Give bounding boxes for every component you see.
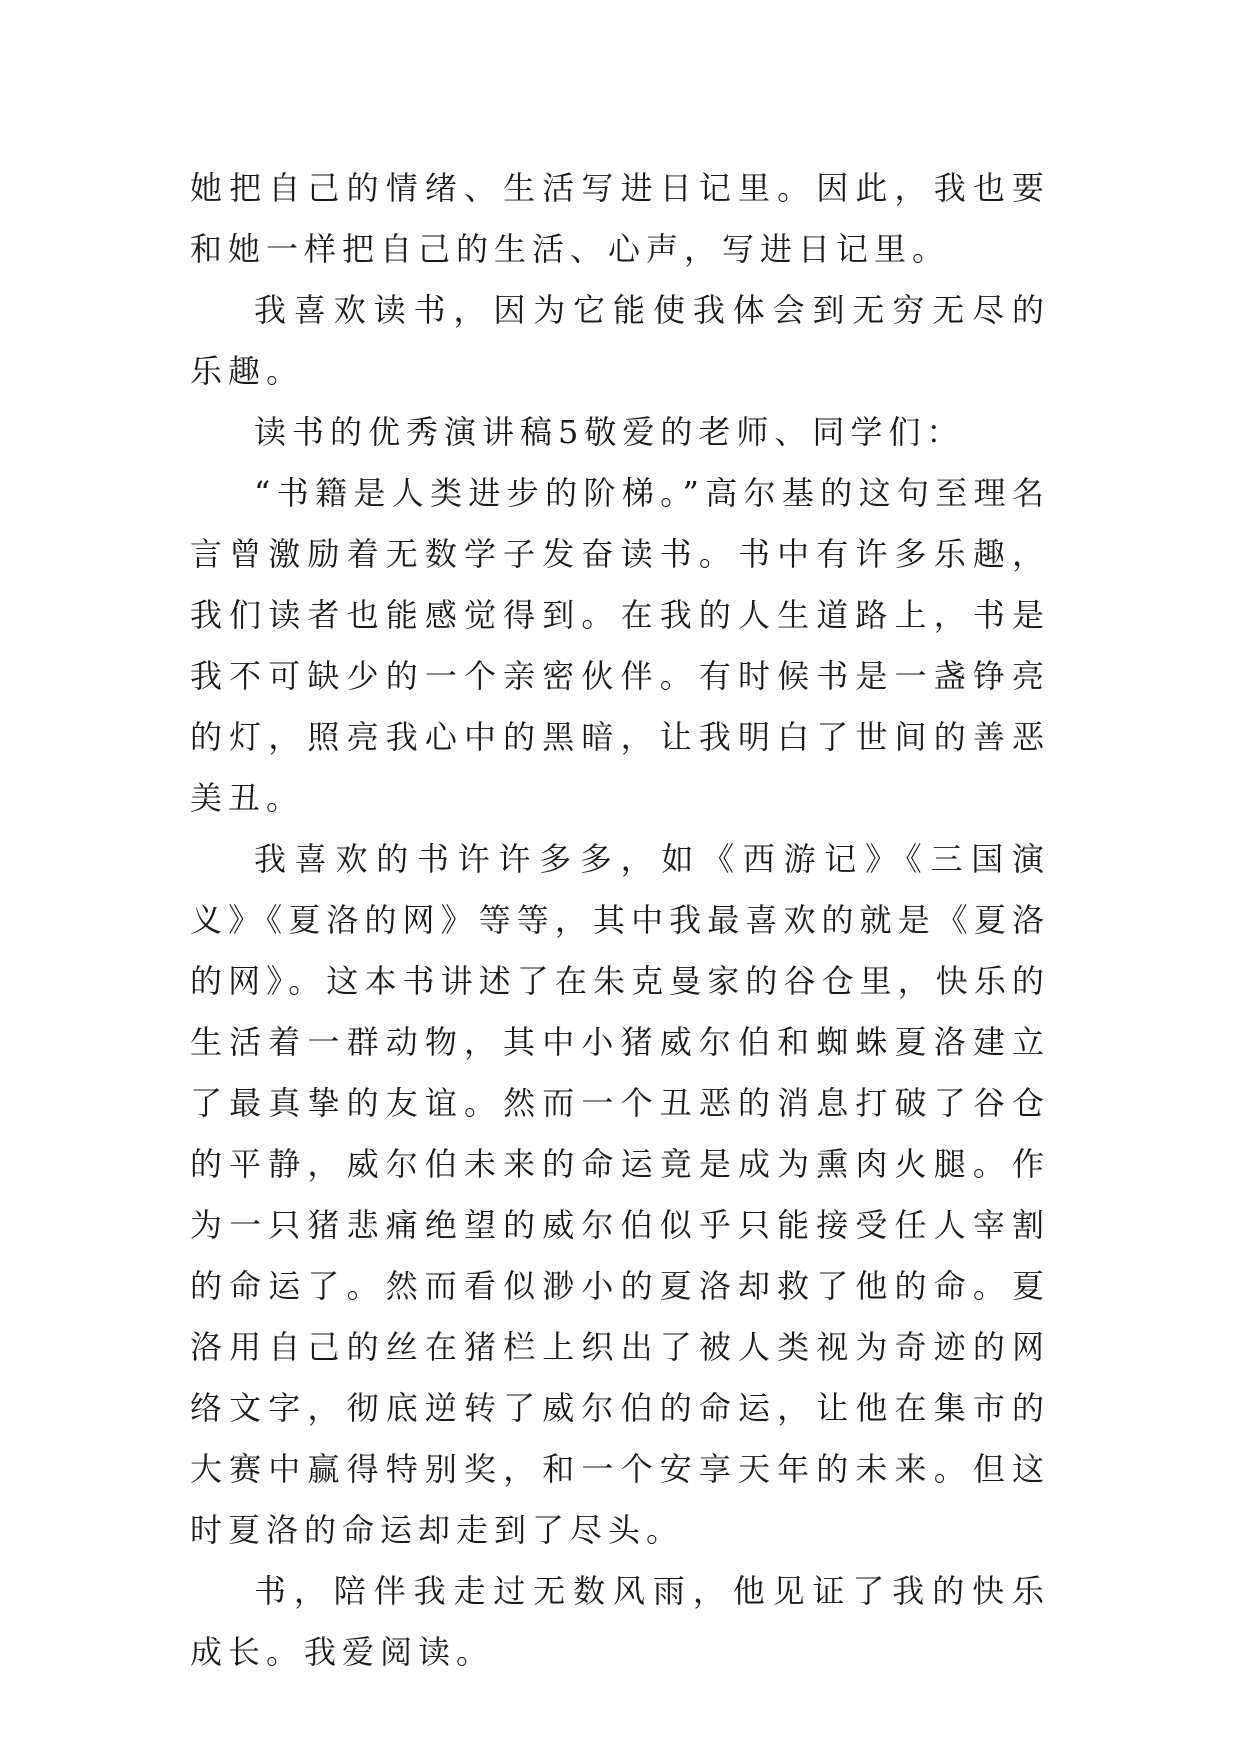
paragraph-5: 我喜欢的书许许多多，如《西游记》《三国演义》《夏洛的网》等等，其中我最喜欢的就是《夏洛的网》。这本书讲述了在朱克曼家的谷仓里，快乐的生活着一群动物，其中小猪威尔伯和蜘蛛夏洛建立了最真挚的友谊。然而一个丑恶的消息打破了谷仓的平静，威尔伯未来的命运竟是成为熏肉火腿。作为一只猪悲痛绝望的威尔伯似乎只能接受任人宰割的命运了。然而看似渺小的夏洛却救了他的命。夏洛用自己的丝在猪栏上织出了被人类视为奇迹的网络文字，彻底逆转了威尔伯的命运，让他在集市的大赛中赢得特别奖，和一个安享天年的未来。但这时夏洛的命运却走到了尽头。: [190, 840, 1050, 1549]
document-body: [190, 158, 1050, 1683]
paragraph-4: “书籍是人类进步的阶梯。”高尔基的这句至理名言曾激励着无数学子发奋读书。书中有许多乐趣，我们读者也能感觉得到。在我的人生道路上，书是我不可缺少的一个亲密伙伴。有时候书是一盏铮亮的灯，照亮我心中的黑暗，让我明白了世间的善恶美丑。: [190, 474, 1050, 817]
paragraph-1: 她把自己的情绪、生活写进日记里。因此，我也要和她一样把自己的生活、心声，写进日记里。: [190, 169, 1050, 268]
paragraph-3: 读书的优秀演讲稿5敬爱的老师、同学们：: [254, 413, 965, 451]
paragraph-6: 书，陪伴我走过无数风雨，他见证了我的快乐成长。我爱阅读。: [190, 1572, 1050, 1671]
paragraph-2: 我喜欢读书，因为它能使我体会到无穷无尽的乐趣。: [190, 291, 1050, 390]
